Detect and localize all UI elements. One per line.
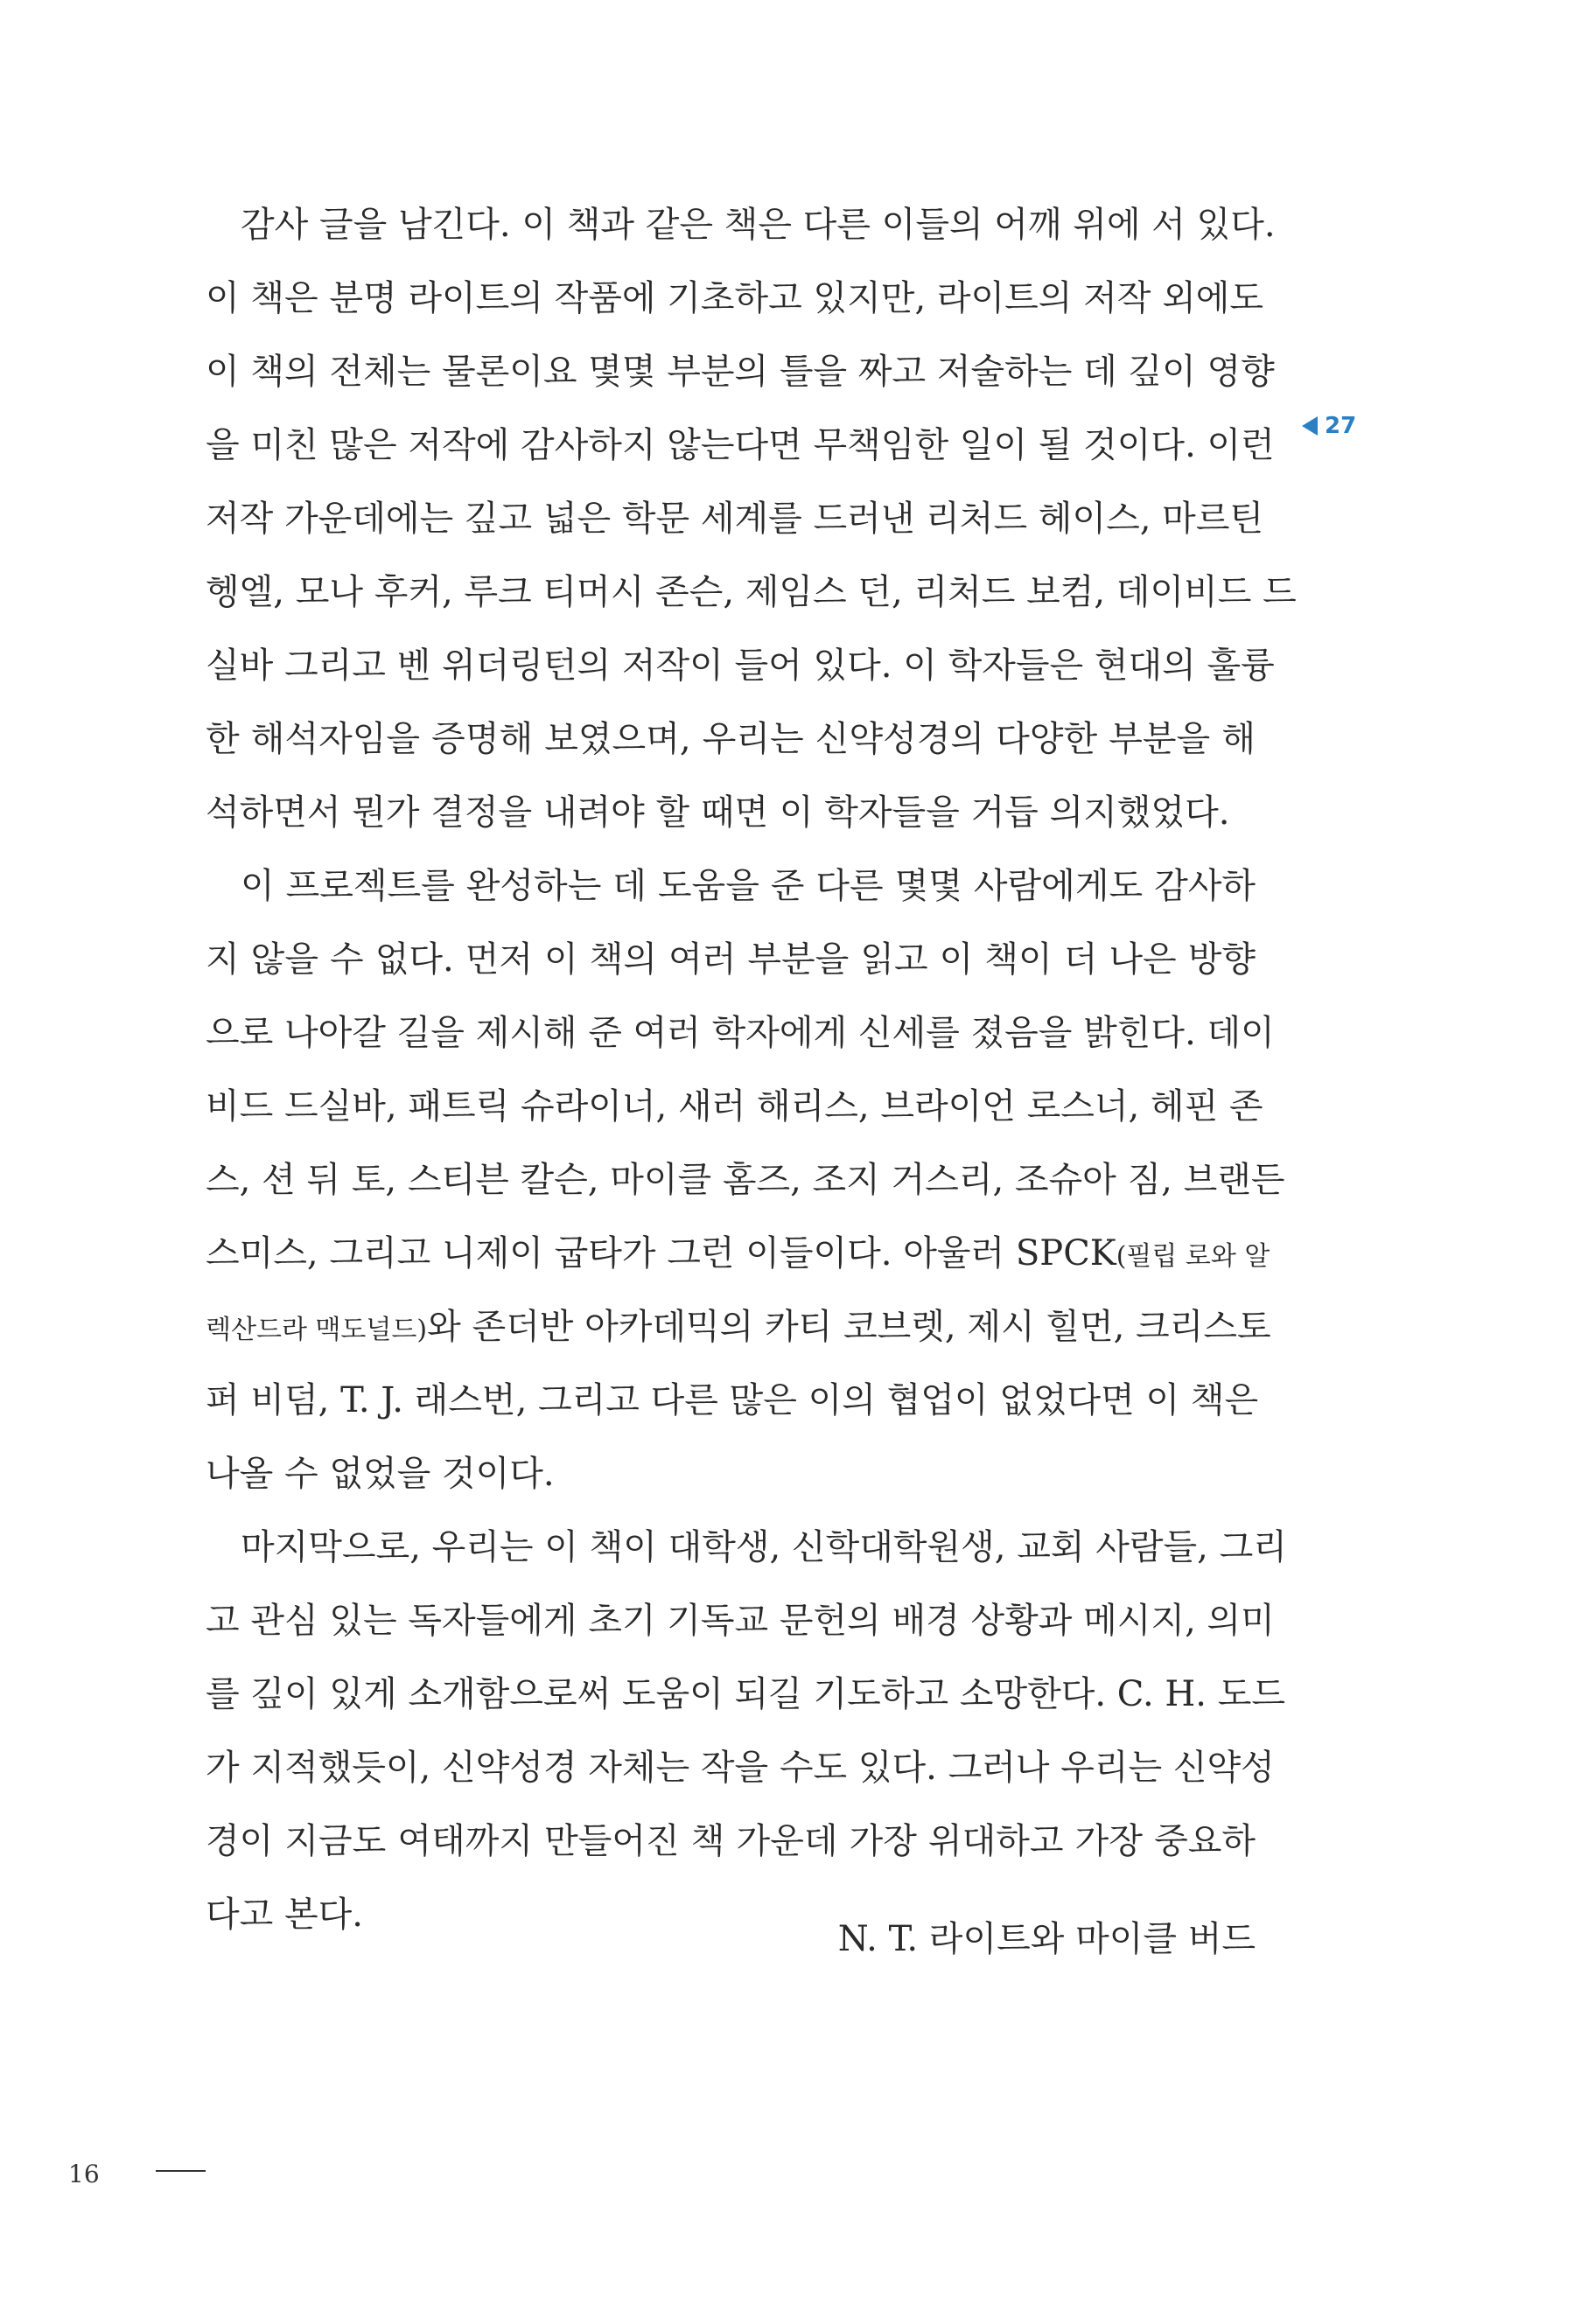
text-line: 을 미친 많은 저작에 감사하지 않는다면 무책임한 일이 될 것이다. 이런 (206, 425, 1275, 465)
text-line: 스, 션 뒤 토, 스티븐 칼슨, 마이클 홈즈, 조지 거스리, 조슈아 짐, 브랜든 (206, 1160, 1285, 1200)
text-line: 이 프로젝트를 완성하는 데 도움을 준 다른 몇몇 사람에게도 감사하 (241, 866, 1256, 906)
text-line: 석하면서 뭔가 결정을 내려야 할 때면 이 학자들을 거듭 의지했었다. (206, 792, 1230, 833)
text-line: 를 깊이 있게 소개함으로써 도움이 되길 기도하고 소망한다. C. H. 도드 (206, 1674, 1285, 1714)
text-line: 저작 가운데에는 깊고 넓은 학문 세계를 드러낸 리처드 헤이스, 마르틴 (206, 499, 1264, 539)
text-line (206, 1217, 1270, 1290)
text-line (206, 1290, 1271, 1364)
page-number: 16 (68, 2160, 100, 2188)
text-line: 퍼 비덤, T. J. 래스번, 그리고 다른 많은 이의 협업이 없었다면 이 책은 (206, 1380, 1259, 1420)
text-line: 경이 지금도 여태까지 만들어진 책 가운데 가장 위대하고 가장 중요하 (206, 1821, 1256, 1861)
text-line: 나올 수 없었을 것이다. (206, 1454, 555, 1494)
text-line: 한 해석자임을 증명해 보였으며, 우리는 신약성경의 다양한 부분을 해 (206, 719, 1256, 759)
text-line: 헹엘, 모나 후커, 루크 티머시 존슨, 제임스 던, 리처드 보컴, 데이비드 드 (206, 572, 1297, 612)
text-line: 실바 그리고 벤 위더링턴의 저작이 들어 있다. 이 학자들은 현대의 훌륭 (206, 646, 1275, 686)
left-triangle-icon (1302, 416, 1318, 436)
footer-rule (156, 2170, 206, 2172)
text-line: 다고 본다. (206, 1895, 363, 1935)
text-line: 으로 나아갈 길을 제시해 준 여러 학자에게 신세를 졌음을 밝힌다. 데이 (206, 1013, 1275, 1053)
text-segment: 와 존더반 아카데믹의 카티 코브렛, 제시 힐먼, 크리스토 (427, 1307, 1271, 1347)
marginal-reference-number: 27 (1325, 413, 1357, 439)
text-segment-small: 렉산드라 맥도널드) (206, 1315, 428, 1345)
text-segment: 스미스, 그리고 니제이 굽타가 그런 이들이다. 아울러 SPCK (206, 1233, 1116, 1274)
text-line: 지 않을 수 없다. 먼저 이 책의 여러 부분을 읽고 이 책이 더 나은 방향 (206, 939, 1256, 980)
text-line: 비드 드실바, 패트릭 슈라이너, 새러 해리스, 브라이언 로스너, 헤핀 존 (206, 1086, 1263, 1127)
text-segment-small: (필립 로와 알 (1116, 1241, 1270, 1272)
text-line: 고 관심 있는 독자들에게 초기 기독교 문헌의 배경 상황과 메시지, 의미 (206, 1601, 1275, 1641)
text-line: 이 책의 전체는 물론이요 몇몇 부분의 틀을 짜고 저술하는 데 깊이 영향 (206, 352, 1275, 392)
author-signature: N. T. 라이트와 마이클 버드 (837, 1919, 1256, 1959)
text-line: 마지막으로, 우리는 이 책이 대학생, 신학대학원생, 교회 사람들, 그리 (241, 1527, 1287, 1567)
marginal-page-reference (1302, 404, 1356, 448)
text-line: 이 책은 분명 라이트의 작품에 기초하고 있지만, 라이트의 저작 외에도 (206, 278, 1264, 318)
text-line: 가 지적했듯이, 신약성경 자체는 작을 수도 있다. 그러나 우리는 신약성 (206, 1748, 1275, 1788)
text-line: 감사 글을 남긴다. 이 책과 같은 책은 다른 이들의 어깨 위에 서 있다. (241, 205, 1276, 245)
